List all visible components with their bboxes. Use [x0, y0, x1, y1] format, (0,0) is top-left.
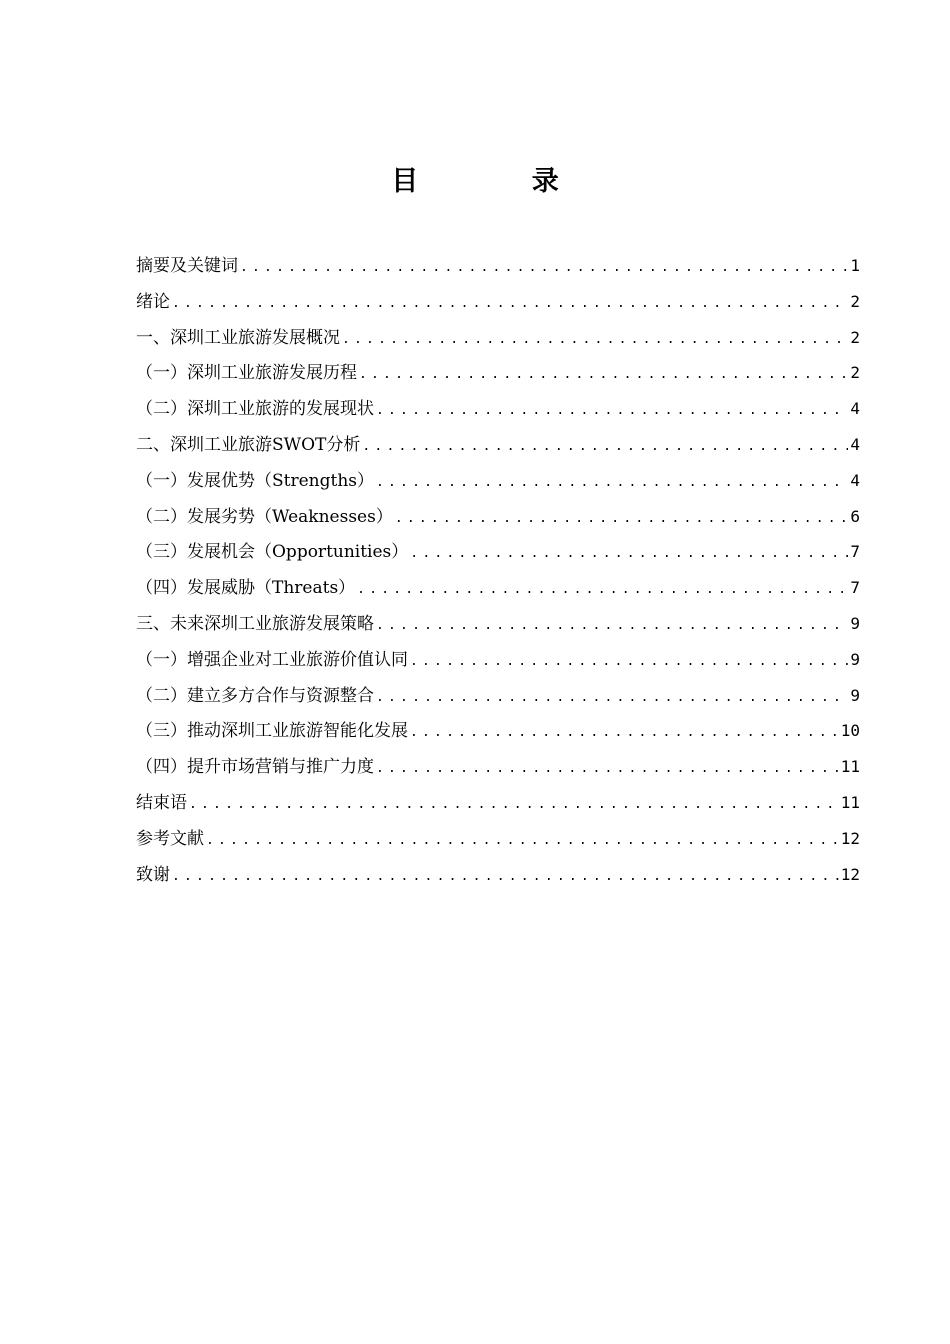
toc-entry-label: （一）发展优势（Strengths） — [136, 470, 374, 491]
toc-dot-leader — [376, 608, 848, 644]
toc-entry-page-number: 9 — [850, 649, 860, 669]
page-title: 目 录 — [391, 166, 611, 198]
toc-dot-leader — [410, 715, 839, 751]
toc-entry-page-number: 10 — [840, 721, 860, 741]
toc-dot-leader — [376, 680, 848, 716]
toc-dot-leader — [172, 859, 839, 895]
toc-entry[interactable] — [136, 785, 860, 821]
toc-dot-leader — [359, 357, 848, 393]
toc-entry-page-number: 2 — [850, 363, 860, 383]
toc-dot-leader — [376, 465, 848, 501]
toc-dot-leader — [206, 823, 839, 859]
toc-entry-page-number: 9 — [850, 613, 860, 633]
toc-entry[interactable] — [136, 320, 860, 356]
toc-entry-label: （四）发展威胁（Threats） — [136, 578, 356, 599]
toc-entry-label: （二）发展劣势（Weaknesses） — [136, 506, 393, 527]
toc-entry[interactable] — [136, 821, 860, 857]
toc-entry[interactable] — [136, 606, 860, 642]
toc-entry[interactable] — [136, 570, 860, 606]
toc-entry-label: （二）深圳工业旅游的发展现状 — [136, 399, 374, 420]
toc-dot-leader — [376, 751, 839, 787]
toc-entry-page-number: 7 — [850, 578, 860, 598]
toc-entry[interactable] — [136, 427, 860, 463]
toc-entry[interactable] — [136, 391, 860, 427]
toc-entry[interactable] — [136, 713, 860, 749]
toc-entry-page-number: 2 — [850, 327, 860, 347]
toc-entry-label: 结束语 — [136, 792, 187, 813]
toc-entry-label: 摘要及关键词 — [136, 256, 238, 276]
toc-entry-label: 三、未来深圳工业旅游发展策略 — [136, 613, 374, 634]
toc-entry-label: （一）深圳工业旅游发展历程 — [136, 363, 357, 384]
toc-entry-label: （一）增强企业对工业旅游价值认同 — [136, 649, 408, 670]
toc-dot-leader — [189, 787, 839, 823]
toc-entry-page-number: 9 — [850, 685, 860, 705]
toc-entry-label: 致谢 — [136, 864, 170, 885]
toc-entry[interactable] — [136, 642, 860, 678]
toc-dot-leader — [172, 286, 848, 322]
toc-entry-label: 参考文献 — [136, 828, 204, 849]
toc-entry-page-number: 4 — [850, 470, 860, 490]
toc-entry-page-number: 7 — [850, 542, 860, 562]
toc-dot-leader — [410, 536, 848, 572]
toc-dot-leader — [342, 322, 848, 358]
table-of-contents — [136, 248, 860, 892]
toc-entry-label: （三）发展机会（Opportunities） — [136, 542, 409, 563]
toc-entry-label: （四）提升市场营销与推广力度 — [136, 757, 374, 778]
toc-entry-page-number: 11 — [840, 757, 860, 777]
toc-entry-page-number: 2 — [850, 291, 860, 311]
toc-entry-label: （二）建立多方合作与资源整合 — [136, 685, 374, 706]
toc-dot-leader — [362, 429, 848, 465]
toc-dot-leader — [240, 250, 848, 286]
toc-dot-leader — [395, 501, 849, 537]
toc-dot-leader — [410, 644, 848, 680]
toc-entry-page-number: 4 — [850, 399, 860, 419]
toc-dot-leader — [357, 572, 848, 608]
toc-entry-label: 一、深圳工业旅游发展概况 — [136, 327, 340, 348]
toc-entry[interactable] — [136, 749, 860, 785]
toc-entry-page-number: 12 — [840, 864, 860, 884]
toc-entry-page-number: 12 — [840, 828, 860, 848]
toc-entry-page-number: 4 — [850, 434, 860, 454]
toc-entry-page-number: 1 — [850, 256, 860, 275]
toc-entry[interactable] — [136, 284, 860, 320]
toc-entry[interactable] — [136, 534, 860, 570]
toc-entry[interactable] — [136, 355, 860, 391]
toc-entry[interactable] — [136, 248, 860, 284]
toc-entry[interactable] — [136, 463, 860, 499]
toc-entry-label: （三）推动深圳工业旅游智能化发展 — [136, 721, 408, 742]
toc-dot-leader — [376, 393, 848, 429]
toc-entry[interactable] — [136, 499, 860, 535]
toc-entry-page-number: 6 — [850, 506, 860, 526]
toc-entry-label: 二、深圳工业旅游SWOT分析 — [136, 434, 361, 455]
toc-entry[interactable] — [136, 857, 860, 893]
toc-entry-page-number: 11 — [840, 792, 860, 812]
toc-entry[interactable] — [136, 678, 860, 714]
toc-entry-label: 绪论 — [136, 291, 170, 312]
